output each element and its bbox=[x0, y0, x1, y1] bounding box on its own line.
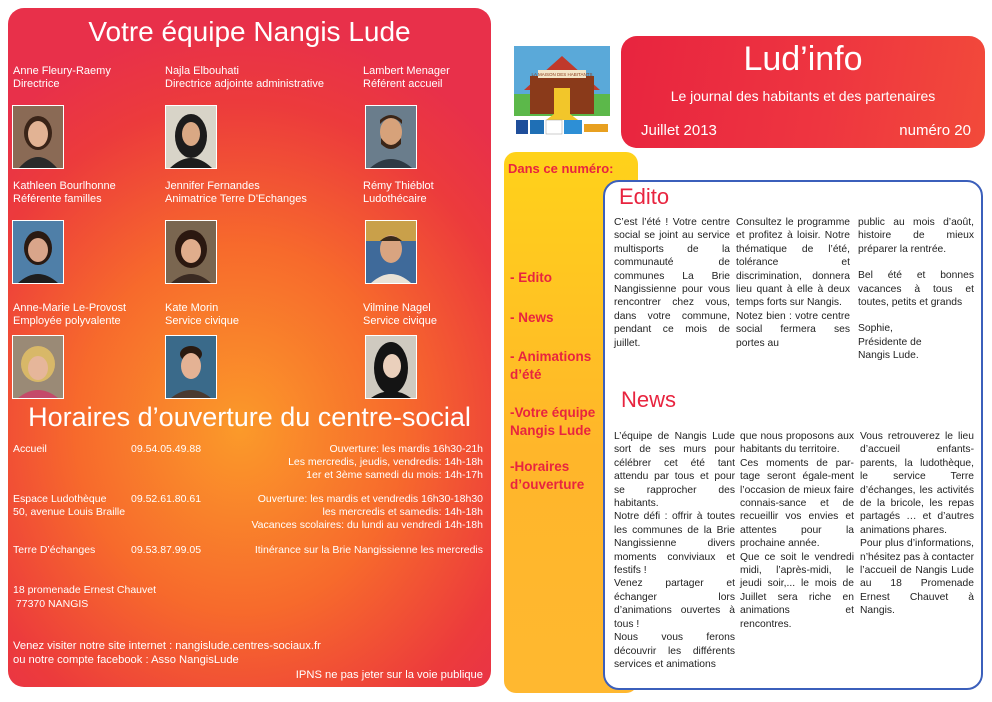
ludotheque-hours-2: les mercredis et samedis: 14h-18h bbox=[322, 506, 483, 518]
member-photo bbox=[12, 335, 64, 399]
hours-title: Horaires d’ouverture du centre-social bbox=[28, 402, 471, 432]
member-name: Najla Elbouhati bbox=[165, 65, 239, 77]
member-role: Directrice adjointe administrative bbox=[165, 78, 324, 90]
member-role: Ludothécaire bbox=[363, 193, 427, 205]
news-paragraph: Notre défi : offrir à toutes les communes de la Brie Nangissienne divers moments conviviaux et festifs ! bbox=[614, 511, 735, 577]
contents-title: Dans ce numéro: bbox=[508, 161, 614, 176]
member-card bbox=[363, 180, 434, 206]
news-paragraph: L’équipe de Nangis Lude sort de ses murs pour célébrer cet été tant attendu par tous et pour se rapprocher des habitants. bbox=[614, 431, 735, 510]
member-photo bbox=[365, 220, 417, 284]
ludotheque-label: Espace Ludothèque bbox=[13, 493, 107, 505]
ludotheque-hours-3: Vacances scolaires: du lundi au vendredi 14h-18h bbox=[251, 519, 483, 531]
team-panel bbox=[8, 8, 491, 687]
logo-sign-text: LA MAISON DES HABITANTS bbox=[531, 72, 593, 77]
member-name: Anne-Marie Le-Provost bbox=[13, 302, 127, 314]
issue-date: Juillet 2013 bbox=[641, 122, 717, 139]
news-paragraph: Pour plus d’informations, n’hésitez pas à contacter l’accueil de Nangis Lude au 18 Promenade Ernest Chauvet à Nangis. bbox=[860, 538, 974, 617]
member-name: Vilmine Nagel bbox=[363, 302, 431, 314]
news-column-1 bbox=[614, 430, 735, 671]
member-card bbox=[165, 65, 324, 91]
accueil-hours-3: 1er et 3ème samedi du mois: 14h-17h bbox=[306, 469, 483, 481]
member-card bbox=[13, 302, 126, 328]
journal-subtitle: Le journal des habitants et des partenaires bbox=[670, 88, 936, 104]
edito-paragraph: Bel été et bonnes vacances à tous et toutes, petits et grands bbox=[858, 270, 974, 309]
accueil-phone: 09.54.05.49.88 bbox=[131, 443, 202, 455]
member-role: Service civique bbox=[363, 315, 437, 327]
news-title: News bbox=[621, 387, 677, 412]
accueil-hours-1: Ouverture: les mardis 16h30-21h bbox=[329, 443, 483, 455]
toc-item-news[interactable]: - News bbox=[510, 310, 554, 325]
terre-phone: 09.53.87.99.05 bbox=[131, 544, 202, 556]
member-photo bbox=[165, 220, 217, 284]
address-line-1: 18 promenade Ernest Chauvet bbox=[13, 584, 157, 596]
toc-item-animations[interactable]: - Animations d’été bbox=[510, 349, 592, 382]
journal-title: Lud’info bbox=[743, 40, 863, 78]
member-role: Référente familles bbox=[13, 193, 102, 205]
website-line[interactable]: Venez visiter notre site internet : nangislude.centres-sociaux.fr bbox=[13, 640, 321, 652]
member-role: Directrice bbox=[13, 78, 60, 90]
maison-habitants-logo bbox=[514, 46, 610, 144]
news-paragraph: Venez partager et échanger lors d’animations ouvertes à tous ! bbox=[614, 578, 735, 630]
ipns-footer: IPNS ne pas jeter sur la voie publique bbox=[295, 669, 483, 681]
accueil-hours-2: Les mercredis, jeudis, vendredis: 14h-18h bbox=[288, 456, 483, 468]
member-name: Rémy Thiéblot bbox=[363, 180, 434, 192]
member-name: Anne Fleury-Raemy bbox=[13, 65, 111, 77]
edito-signature: Sophie, bbox=[858, 323, 893, 335]
team-title: Votre équipe Nangis Lude bbox=[88, 16, 411, 47]
edito-column-3 bbox=[858, 216, 974, 363]
ludotheque-hours-1: Ouverture: les mardis et vendredis 16h30-18h30 bbox=[257, 493, 483, 505]
member-card bbox=[165, 180, 307, 206]
member-photo bbox=[165, 335, 217, 399]
member-role: Employée polyvalente bbox=[13, 315, 121, 327]
ludotheque-address: 50, avenue Louis Braille bbox=[13, 506, 126, 518]
articles-panel bbox=[603, 180, 983, 690]
member-name: Jennifer Fernandes bbox=[165, 180, 260, 192]
member-card bbox=[13, 65, 111, 91]
member-role: Service civique bbox=[165, 315, 239, 327]
member-name: Kathleen Bourlhonne bbox=[13, 180, 116, 192]
news-column-3 bbox=[860, 430, 974, 618]
address-line-2: 77370 NANGIS bbox=[13, 598, 89, 610]
edito-column-2 bbox=[736, 216, 850, 350]
member-name: Kate Morin bbox=[165, 302, 219, 314]
news-paragraph: Nous vous ferons découvrir les différents services et animations bbox=[614, 632, 735, 670]
news-paragraph: Que ce soit le vendredi midi, l’après-midi, le jeudi soir,... le mois de Juillet sera riche en animations et rencontres. bbox=[740, 551, 854, 630]
toc-item-horaires[interactable]: -Horaires d’ouverture bbox=[510, 459, 585, 492]
member-card bbox=[165, 302, 239, 328]
member-role: Animatrice Terre D'Echanges bbox=[165, 193, 307, 205]
terre-label: Terre D’échanges bbox=[13, 544, 96, 556]
edito-paragraph: Consultez le programme et profitez à loisir. Notre thématique de l’été, tolérance et discrimination, donnera lieu quant à elle à deux temps forts sur Nangis. bbox=[736, 217, 850, 309]
member-card bbox=[363, 65, 450, 91]
accueil-label: Accueil bbox=[13, 443, 47, 455]
edito-signature-org: Nangis Lude. bbox=[858, 350, 919, 362]
news-paragraph: que nous proposons aux habitants du territoire. bbox=[740, 431, 854, 456]
edito-signature-role: Présidente de bbox=[858, 336, 922, 348]
toc-item-equipe[interactable]: -Votre équipe Nangis Lude bbox=[510, 405, 596, 438]
edito-paragraph: public au mois d’août, histoire de mieux préparer la rentrée. bbox=[858, 217, 974, 255]
member-photo bbox=[365, 105, 417, 169]
member-photo bbox=[12, 105, 64, 169]
member-role: Référent accueil bbox=[363, 78, 443, 90]
edito-paragraph: Notez bien : votre centre social fermera ses portes au bbox=[736, 310, 850, 349]
journal-header bbox=[621, 36, 985, 148]
member-photo bbox=[12, 220, 64, 284]
member-name: Lambert Menager bbox=[363, 65, 450, 77]
news-column-2 bbox=[740, 430, 854, 631]
issue-number: numéro 20 bbox=[899, 122, 971, 139]
member-card bbox=[13, 180, 116, 206]
member-photo bbox=[165, 105, 217, 169]
toc-item-edito[interactable]: - Edito bbox=[510, 270, 552, 285]
ludotheque-phone: 09.52.61.80.61 bbox=[131, 493, 202, 505]
news-paragraph: Ces moments de par-tage seront égale-ment l’occasion de mieux faire connais-sance et de recueillir vos envies et attentes pour la prochaine année. bbox=[740, 457, 854, 550]
terre-hours: Itinérance sur la Brie Nangissienne les mercredis bbox=[254, 544, 483, 556]
member-card bbox=[363, 302, 437, 328]
edito-column-1 bbox=[614, 216, 730, 350]
edito-paragraph: C’est l’été ! Votre centre social se joint au service multisports de la communauté de communes La Brie Nangissienne pour vous rencontrer chez vous, dans votre commune, pendant ce mois de juillet. bbox=[614, 217, 730, 349]
facebook-line[interactable]: ou notre compte facebook : Asso NangisLude bbox=[13, 654, 239, 666]
edito-title: Edito bbox=[619, 184, 670, 209]
member-photo bbox=[365, 335, 417, 399]
news-paragraph: Vous retrouverez le lieu d’accueil enfants-parents, la ludothèque, le service Terre d’échanges, les activités de la bricole, les repas partagés … et d’autres animations phares. bbox=[860, 431, 974, 536]
